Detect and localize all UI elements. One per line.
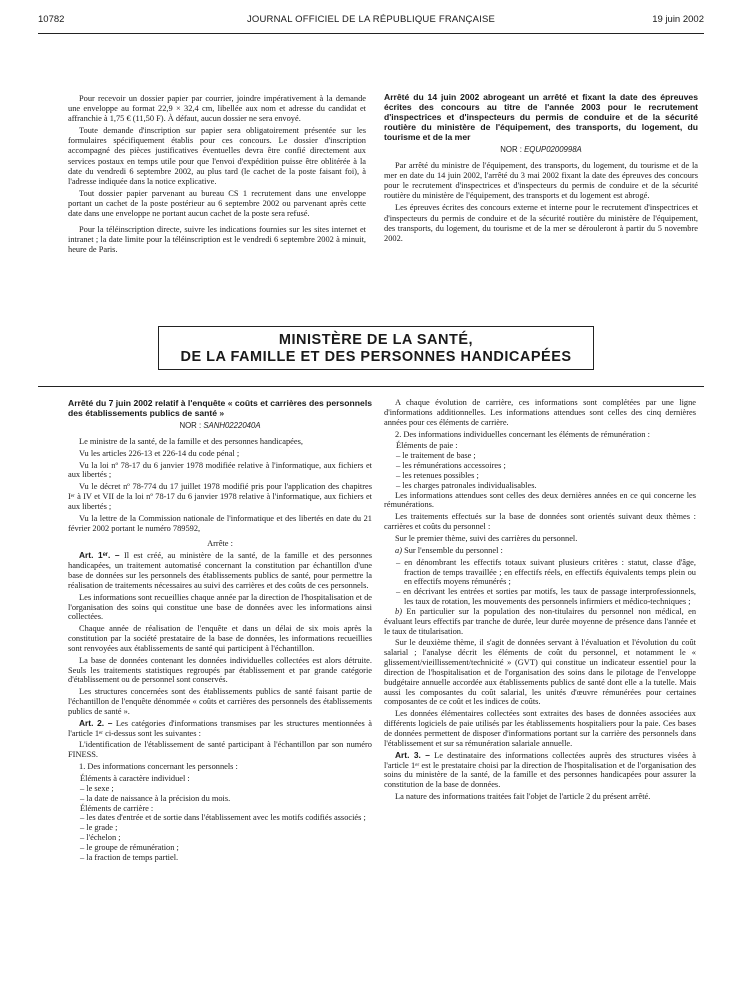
list-heading: Éléments à caractère individuel : <box>80 774 190 783</box>
list-heading: Éléments de carrière : <box>80 803 154 813</box>
article-2 <box>68 719 372 739</box>
list-item: – le groupe de rémunération ; <box>80 842 179 852</box>
paragraph: Pour la téléinscription directe, suivre les indications fournies sur les sites internet et intranet ; la date limite pour la téléinscription est le vendredi 6 septembre 2002 à minuit, heure de Paris. <box>68 225 366 255</box>
list-item: – les rémunérations accessoires ; <box>396 461 506 471</box>
nor-code: EQUP0200998A <box>524 145 582 154</box>
journal-title: JOURNAL OFFICIEL DE LA RÉPUBLIQUE FRANÇAISE <box>246 14 496 25</box>
paragraph: Vu la lettre de la Commission nationale de l'informatique et des libertés en date du 21 février 2002 portant le numéro 789592, <box>68 513 372 533</box>
article-text: Il est créé, au ministère de la santé, de la famille et des personnes handicapées, un traitement automatisé concernant la constitution par échantillon d'une base de données sur les personnels des établissements publics de santé, pour permettre la réalisation de traitements nécessaires au suivi des carrières et des coûts de ces personnels. <box>68 551 373 590</box>
list-item: – en dénombrant les effectifs totaux suivant plusieurs critères : statut, classe d'âge, fraction de temps travaillée ; en effectifs réels, en effectifs équivalents temps plein ou en effectifs moyens rémunérés ; <box>396 557 696 587</box>
article-label: Art. 2. – <box>79 717 113 728</box>
paragraph: Les informations attendues sont celles des deux dernières années en ce qui concerne les rémunérations. <box>384 490 696 510</box>
paragraph: Les épreuves écrites des concours externe et interne pour le recrutement d'inspectrices et d'inspecteurs du permis de conduire et de la sécurité routière du ministère de l'équipement, des transports, du logement, du tourisme et de la mer se dérouleront à partir du 5 novembre 2002. <box>384 203 698 243</box>
page-header <box>38 14 704 30</box>
article-text: Le destinataire des informations collectées auprès des structures visées à l'article 1ᵉʳ est le prestataire choisi par la direction de l'hospitalisation et de l'organisation des soins du ministère de la santé, de la famille et des personnes handicapées pour assurer la constitution de la base de données. <box>384 750 696 790</box>
subpoint-b <box>384 607 696 637</box>
paragraph: Sur le premier thème, suivi des carrières du personnel. <box>395 533 578 543</box>
article-label: Art. 1ᵉʳ. – <box>79 550 120 561</box>
ministry-line-2: DE LA FAMILLE ET DES PERSONNES HANDICAPÉES <box>180 349 572 365</box>
paragraph: 2. Des informations individuelles concernant les éléments de rémunération : <box>395 429 650 439</box>
bottom-left-column <box>68 398 372 863</box>
subpoint-text: Sur l'ensemble du personnel : <box>404 545 503 555</box>
page-number: 10782 <box>38 14 65 25</box>
list-item: – en décrivant les entrées et sorties par motifs, les taux de passage interprofessionnels, les taux de rotation, les mouvements des personnels infirmiers et médico-techniques ; <box>396 587 696 607</box>
paragraph: La nature des informations traitées fait l'objet de l'article 2 du présent arrêté. <box>395 792 651 802</box>
paragraph: Les structures concernées sont des établissements publics de santé faisant partie de l'échantillon de l'enquête dénommée « coûts et carrières des personnels des établissements publics de santé ». <box>68 687 372 716</box>
ministry-heading-box <box>158 326 594 370</box>
list-item: – le grade ; <box>80 823 118 833</box>
list-item: – la date de naissance à la précision du mois. <box>80 793 231 803</box>
paragraph: Vu la loi nº 78-17 du 6 janvier 1978 modifiée relative à l'informatique, aux fichiers et aux libertés ; <box>68 460 372 480</box>
article-1 <box>68 551 372 590</box>
bottom-right-column <box>384 398 696 804</box>
nor-label: NOR : <box>500 145 522 154</box>
list-item: – le sexe ; <box>80 783 114 793</box>
subpoint-text: En particulier sur la population des non-titulaires du personnel non médical, en évaluant leurs effectifs par tranche de durée, leur durée moyenne de présence dans l'année et le taux de titularisation. <box>384 606 697 636</box>
arrete-line: Arrête : <box>207 539 233 549</box>
paragraph: Les données élémentaires collectées sont extraites des bases de données associées aux différents logiciels de paie utilisés par les établissements hospitaliers pour la paie. Ces bases de données permettent de disposer d'informations portant sur la carrière des personnels dans l'établissement et sur sa rémunération salariale annuelle. <box>384 709 696 748</box>
list-item: – les dates d'entrée et de sortie dans l'établissement avec les motifs codifiés associés ; <box>80 813 366 823</box>
nor-label: NOR : <box>179 421 202 430</box>
subpoint-label: b) <box>395 606 402 616</box>
paragraph: Le ministre de la santé, de la famille et des personnes handicapées, <box>79 436 303 446</box>
ministry-line-1: MINISTÈRE DE LA SANTÉ, <box>278 332 474 348</box>
list-item: – le traitement de base ; <box>396 451 476 461</box>
top-left-column <box>68 94 366 257</box>
decree-title: Arrêté du 7 juin 2002 relatif à l'enquête « coûts et carrières des personnels des établissements publics de santé » <box>68 398 372 418</box>
paragraph: Pour recevoir un dossier papier par courrier, joindre impérativement à la demande une enveloppe au format 22,9 × 32,4 cm, libellée aux nom et adresse du candidat et affranchie à 1,75 € (11,50 F). À défaut, aucun dossier ne sera envoyé. <box>68 94 366 124</box>
article-label: Art. 3. – <box>395 749 430 760</box>
list-item: – la fraction de temps partiel. <box>80 852 179 862</box>
paragraph: Chaque année de réalisation de l'enquête et dans un délai de six mois après la constitution par la société prestataire de la base de données, les informations recueillies sont renvoyées aux établissements de santé qui participent à l'échantillon. <box>68 624 372 653</box>
nor-reference <box>384 145 698 155</box>
paragraph: Les traitements effectués sur la base de données sont orientés suivant deux thèmes : carrières et coûts du personnel : <box>384 512 696 532</box>
list-item: – les retenues possibles ; <box>396 470 479 480</box>
paragraph: Sur le deuxième thème, il s'agit de données servant à l'évaluation et l'évolution du coût salarial ; l'analyse décrit les éléments de coût du personnel, et notamment le « glissement/vieillissement/technicité » (GVT) qui constitue un indicateur essentiel pour la direction de l'hospitalisation et de l'organisation des soins dans le pilotage de l'enveloppe budgétaire annuelle accordée aux établissements publics de santé dont elle a la tutelle. Mais aussi les composantes du coût salarial, les unités d'œuvre rémunérées pour certaines composantes de ce coût et les indices de coûts. <box>384 638 696 707</box>
list-item: – l'échelon ; <box>80 833 121 843</box>
decree-title: Arrêté du 14 juin 2002 abrogeant un arrêté et fixant la date des épreuves écrites des concours au titre de l'année 2003 pour le recrutement d'inspectrices et d'inspecteurs du permis de conduire et de la sécurité routière du ministère de l'équipement, des transports, du logement, du tourisme et de la mer <box>384 92 698 142</box>
paragraph: Toute demande d'inscription sur papier sera obligatoirement présentée sur les formulaires spécifiquement établis pour ces concours. Le dossier d'inscription accompagné des pièces justificatives éventuelles devra être confié directement aux services postaux en temps utile pour que l'envoi d'expédition puisse être oblitérée à la date du vendredi 6 septembre 2002, au plus tard (le cachet de la poste faisant foi), à l'adresse indiquée dans la notice explicative. <box>68 126 366 186</box>
paragraph: La base de données contenant les données individuelles collectées est alors détruite. Seuls les traitements statistiques regroupés par établissement et par grande catégorie d'établissement ou de personnel sont conservés. <box>68 655 372 685</box>
list-item: – les charges patronales individualisables. <box>396 480 537 490</box>
paragraph: Vu le décret nº 78-774 du 17 juillet 1978 modifié pris pour l'application des chapitres Iᵉʳ à IV et VII de la loi nº 78-17 du 6 janvier 1978 relative à l'informatique, aux fichiers et aux libertés ; <box>68 482 372 511</box>
section-rule <box>38 386 704 387</box>
subpoint-a <box>384 546 696 556</box>
paragraph: Vu les articles 226-13 et 226-14 du code pénal ; <box>79 448 240 458</box>
issue-date: 19 juin 2002 <box>652 14 704 25</box>
article-3 <box>384 751 696 790</box>
top-right-column <box>384 92 698 246</box>
nor-reference <box>68 421 372 431</box>
paragraph: 1. Des informations concernant les personnels : <box>79 762 238 772</box>
header-rule <box>38 33 704 34</box>
subpoint-label: a) <box>395 545 402 555</box>
paragraph: A chaque évolution de carrière, ces informations sont complétées par une ligne d'informations additionnelles. Les informations attendues sont celles des cinq dernières années pour ces éléments de carrière. <box>384 398 696 427</box>
paragraph: Par arrêté du ministre de l'équipement, des transports, du logement, du tourisme et de la mer en date du 14 juin 2002, l'arrêté du 3 mai 2002 fixant la date des épreuves des concours pour le recrutement d'inspectrices et d'inspecteurs du permis de conduire et de la sécurité routière du ministère de l'équipement, des transports et du logement est abrogé. <box>384 161 698 201</box>
nor-code: SANH0222040A <box>203 421 261 430</box>
paragraph: Tout dossier papier parvenant au bureau CS 1 recrutement dans une enveloppe portant un cachet de la poste postérieur au 6 septembre 2002 ou parvenant après cette date dans une enveloppe ne portant aucun cachet de la poste sera refusé. <box>68 188 366 219</box>
article-text: Les catégories d'informations transmises par les structures mentionnées à l'article 1ᵉʳ ci-dessus sont les suivantes : <box>68 718 372 738</box>
paragraph: L'identification de l'établissement de santé participant à l'échantillon par son numéro FINESS. <box>68 740 372 760</box>
list-heading: Éléments de paie : <box>396 441 458 451</box>
paragraph: Les informations sont recueillies chaque année par la direction de l'hospitalisation et de l'organisation des soins qui constitue une base de données avec les informations ainsi collectées. <box>68 592 372 622</box>
